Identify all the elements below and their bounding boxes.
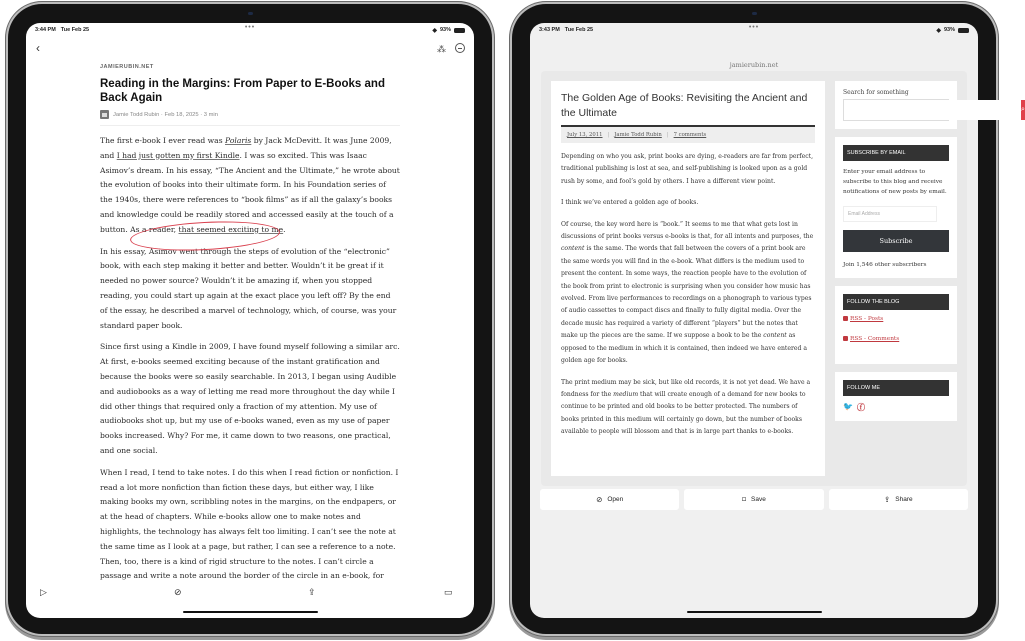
subscriber-count: Join 1,546 other subscribers [843,261,927,268]
share-icon: ⇪ [883,495,891,504]
search-button[interactable] [1021,100,1025,120]
battery-icon [958,28,969,33]
paragraph: The print medium may be sick, but like old records, it is not yet dead. We have a fondness for the medium that will create enough of a demand for new books to continue to be printed and old books to be better protected. The numbers of books printed in this medium will certainly go down, but the number of books available to people will blossom and that is in large part thanks to e-books. [561,378,811,436]
sparkle-icon[interactable]: ⁂ [437,44,446,54]
search-icon: ⌕ [1021,106,1025,113]
post-meta: July 13, 2011 | Jamie Todd Rubin | 7 comments [561,127,815,143]
save-button[interactable]: ⌑ Save [684,489,823,510]
home-indicator[interactable] [183,611,318,613]
paragraph: Of course, the key word here is “book.” It seems to me that what gets lost in discussions of print books versus e-books is that, for all intents and purposes, the content is the same. The words that fall between the covers of a print book are the same words you will find in the e-book. What differs is the medium used to present the content. In some ways, the reaction people have to the evolution of the book from print to electronic is surprising when you consider how music has evolved. From live performances to recordings on a phonograph to various types of audio cassettes to compact discs and finally to fully digital media. Over the decade music has required a variety of different “players” but the notes that make up the pieces are the same. If we suppose a book to be the content as opposed to the medium in which it is contained, then indeed we have entered a golden age for books. [561,220,814,365]
post-body [561,151,815,439]
search-label: Search for something [843,89,909,96]
paragraph: Depending on who you ask, print books are dying, e-readers are far from perfect, traditional publishing is lost at sea, and self-publishing is looked upon as a gold rush by some, and fool’s gold by others. I have a different view point. [561,153,814,185]
multitask-dots[interactable]: ••• [244,24,256,31]
status-time: 3:43 PM [539,27,560,33]
search-input[interactable] [844,100,1021,120]
paragraph: Since first using a Kindle in 2009, I have found myself following a similar arc. At first, e-books seemed exciting because of the instant gratification and because the books were so easily searchable. In 2013, I began using Audible and audiobooks as a way of letting me read more throughout the day while I did other things that required only a fraction of my attention. My use of audiobooks shot up, but my use of e-books waned, even as my use of paper books increased. Why? For me, it came down to two reasons, one practical, and one social. [100,342,400,455]
archive-icon[interactable]: ▭ [444,587,453,597]
blog-sidebar [835,81,1025,429]
compass-icon[interactable]: ⊘ [174,587,182,597]
share-icon[interactable]: ⇪ [308,587,316,597]
status-date: Tue Feb 25 [60,27,90,33]
avatar [100,110,109,119]
reader-toolbar [26,39,474,59]
blog-post [551,81,825,476]
paragraph: I think we’ve entered a golden age of books. [561,199,699,207]
bookmark-icon: ⌑ [742,495,746,504]
post-date-link[interactable]: July 13, 2011 [567,132,603,138]
status-date: Tue Feb 25 [564,27,594,33]
reader-screen [26,23,474,618]
status-bar [530,23,978,37]
follow-blog-widget [835,286,957,364]
status-time: 3:44 PM [35,27,56,33]
paragraph: The first e-book I ever read was Polaris by Jack McDevitt. It was June 2009, and I had just gotten my first Kindle. I was so excited. This was Isaac Asimov’s dream. In his essay, “The Ancient and the Ultimate,” he wrote about the evolution of books into their ultimate form. In his Foundation series of the 1940s, there were references to “book films” as if all the galaxy’s books and knowledge could be readily stored and accessed easily at the touch of a button. As a reader, that seemed exciting to me. [100,136,400,234]
compass-icon: ⊘ [596,495,603,504]
follow-me-heading: FOLLOW ME [843,380,949,396]
article-body [100,134,400,584]
polaris-link[interactable]: Polaris [225,136,252,145]
article-source: JAMIERUBIN.NET [100,64,154,70]
search-widget [835,81,1025,129]
twitter-icon[interactable]: 🐦 [843,401,853,411]
paragraph: When I read, I tend to take notes. I do this when I read fiction or nonfiction. I read a lot more nonfiction than fiction these days, but either way, I like making books my own, scribbling notes in the margins, on the endpapers, or at the head of chapters. While e-books allow one to make notes and highlights, the technology has always felt too limiting. I can’t see the note at the same time as I look at a page, but rather, I can see a reference to a note. Then, too, there is a kind of rigid structure to the notes. I can’t circle a passage and write a note around the border of the circle in an e-book, for [100,467,399,581]
web-page [541,71,1025,486]
status-bar [26,23,474,37]
battery-icon [454,28,465,33]
paragraph: In his essay, Asimov went through the steps of evolution of the “electronic” book, with each step making it better and better. Wouldn’t it be great if it needed no power source? Wouldn’t it be amazing if, when you stopped reading, you could start up again at the exact place you left off? By the end of the essay, he described a marvel of technology, which, of course, was your standard paper book. [100,246,397,330]
rss-posts-link[interactable]: RSS - Posts [843,316,949,322]
post-author-link[interactable]: Jamie Todd Rubin [614,132,662,138]
browser-preview-screen [530,23,1025,618]
play-icon[interactable]: ▷ [40,587,47,597]
reader-bottom-bar [26,587,474,601]
article [100,64,400,591]
post-title: The Golden Age of Books: Revisiting the Ancient and the Ultimate [561,92,808,119]
rss-comments-link[interactable]: RSS - Comments [843,336,949,342]
subscribe-widget [835,137,957,278]
ipad-left-frame [8,4,492,634]
rss-icon [843,316,848,321]
rss-icon [843,336,848,341]
back-icon[interactable]: ‹ [36,41,40,55]
wifi-icon: ◆ [936,27,941,34]
subscribe-text: Enter your email address to subscribe to this blog and receive notifications of new posts by email. [843,169,947,196]
camera [752,12,757,15]
multitask-dots[interactable]: ••• [748,24,760,31]
byline-text: Jamie Todd Rubin · Feb 18, 2025 · 3 min [113,111,218,118]
kindle-link[interactable]: I had just gotten my first Kindle [116,150,240,160]
subscribe-heading: SUBSCRIBE BY EMAIL [843,145,949,161]
wifi-icon: ◆ [432,27,437,34]
camera [248,12,253,15]
open-button[interactable]: ⊘ Open [540,489,679,510]
post-comments-link[interactable]: 7 comments [673,132,707,138]
ipad-right-frame [512,4,1025,634]
email-field[interactable]: Email Address [843,206,937,222]
article-title: Reading in the Margins: From Paper to E-Books and Back Again [100,78,385,104]
facebook-icon[interactable]: ⓕ [856,402,865,412]
site-name: jamierubin.net [729,61,779,69]
byline [100,110,400,126]
preview-actions [540,489,968,510]
follow-blog-heading: FOLLOW THE BLOG [843,294,949,310]
home-indicator[interactable] [687,611,822,613]
battery-percent: 93% [943,27,955,33]
follow-me-widget [835,372,957,421]
more-icon[interactable] [455,43,465,53]
subscribe-button[interactable]: Subscribe [843,230,949,252]
highlighted-text[interactable]: that seemed exciting to me [178,224,284,234]
battery-percent: 93% [439,27,451,33]
share-button[interactable]: ⇪ Share [829,489,968,510]
